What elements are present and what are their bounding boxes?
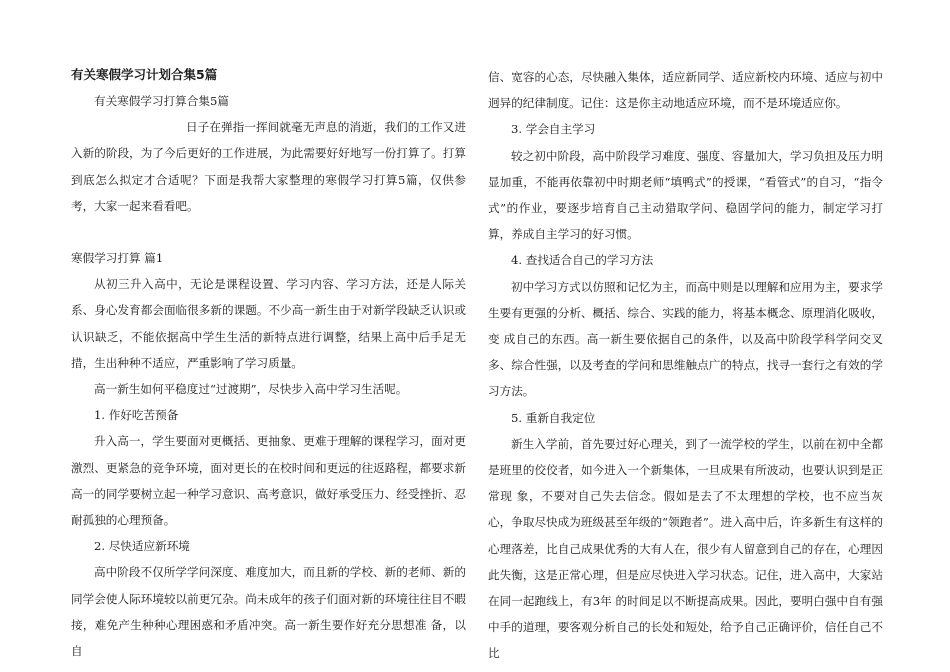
right-column [488, 64, 883, 667]
item-5-text: 新生入学前，首先要过好心理关，到了一流学校的学生，以前在初中全都是班里的佼佼者，如今进入一个新集体，一旦成果有所波动，也要认识到是正常现 象，不要对自己失去信念。假如是去了不太理想的学校，也不应当灰心，争取尽快成为班级甚至年级的“领跑者”。进入高中后，许多新生有这样的心理落差，比自己成果优秀的大有人在，很少有人留意到自己的存在，心理因此失衡，这是正常心理，但是应尽快进入学习状态。记住，进入高中，大家站在同一起跑线上，有3年 的时间足以不断提高成果。因此，要明白强中自有强中手的道理，要客观分析自己的长处和短处，给予自己正确评价，信任自己不比 [488, 436, 883, 661]
section-heading: 寒假学习打算 篇1 [71, 251, 164, 266]
item-2-continuation: 信、宽容的心态，尽快融入集体，适应新同学、适应新校内环境、适应与初中迥异的纪律制度。记住：这是你主动地适应环境，而不是环境适应你。 [488, 70, 883, 111]
paragraph-2: 高一新生如何平稳度过“过渡期”，尽快步入高中学习生活呢。 [94, 382, 408, 397]
intro-paragraph: 日子在弹指一挥间就毫无声息的消逝，我们的工作又进入新的阶段，为了今后更好的工作进展，为此需要好好地写一份打算了。打算到底怎么拟定才合适呢？下面是我帮大家整理的寒假学习打算5篇，仅供参考，大家一起来看看吧。 [71, 120, 466, 213]
document-subtitle: 有关寒假学习打算合集5篇 [94, 94, 229, 108]
item-4-heading: 4. 查找适合自己的学习方法 [511, 253, 654, 268]
item-2-text: 高中阶段不仅所学学问深度、难度加大，而且新的学校、新的老师、新的同学会使人际环境较以前更冗杂。尚未成年的孩子们面对新的环境往往目不暇接，难免产生种种心理困惑和矛盾冲突。高一新生要作好充分思想准 备，以自 [71, 565, 466, 659]
item-3-heading: 3. 学会自主学习 [511, 122, 596, 137]
item-4-text: 初中学习方式以仿照和记忆为主，而高中则是以理解和应用为主，要求学生要有更强的分析、概括、综合、实践的能力，将基本概念、原理消化吸收，变 成自己的东西。高一新生要依据自己的条件，以及高中阶段学科学问交叉多、综合性强，以及考查的学问和思维触点广的特点，找寻一套行之有效的学习方法。 [488, 279, 883, 399]
item-1-text: 升入高一，学生要面对更概括、更抽象、更难于理解的课程学习，面对更激烈、更紧急的竞争环境，面对更长的在校时间和更远的往返路程，都要求新高一的同学要树立起一种学习意识、高考意识，做好承受压力、经受挫折、忍耐孤独的心理预备。 [71, 434, 466, 528]
paragraph-1: 从初三升入高中，无论是课程设置、学习内容、学习方法，还是人际关系、身心发育都会面临很多新的课题。不少高一新生由于对新学段缺乏认识或认识缺乏，不能依据高中学生生活的新特点进行调整，结果上高中后手足无措，生出种种不适应，严重影响了学习质量。 [71, 277, 466, 370]
item-1-heading: 1. 作好吃苦预备 [94, 408, 179, 423]
item-3-text: 较之初中阶段，高中阶段学习难度、强度、容量加大，学习负担及压力明显加重，不能再依靠初中时期老师“填鸭式”的授课，“看管式”的自习，“指令式”的作业，要逐步培育自己主动猎取学问、稳固学问的能力，制定学习打算，养成自主学习的好习惯。 [488, 148, 883, 242]
spacer [71, 219, 466, 245]
item-2-heading: 2. 尽快适应新环境 [94, 539, 190, 554]
document-title: 有关寒假学习计划合集5篇 [71, 67, 218, 82]
item-5-heading: 5. 重新自我定位 [511, 410, 596, 425]
left-column [71, 60, 466, 664]
